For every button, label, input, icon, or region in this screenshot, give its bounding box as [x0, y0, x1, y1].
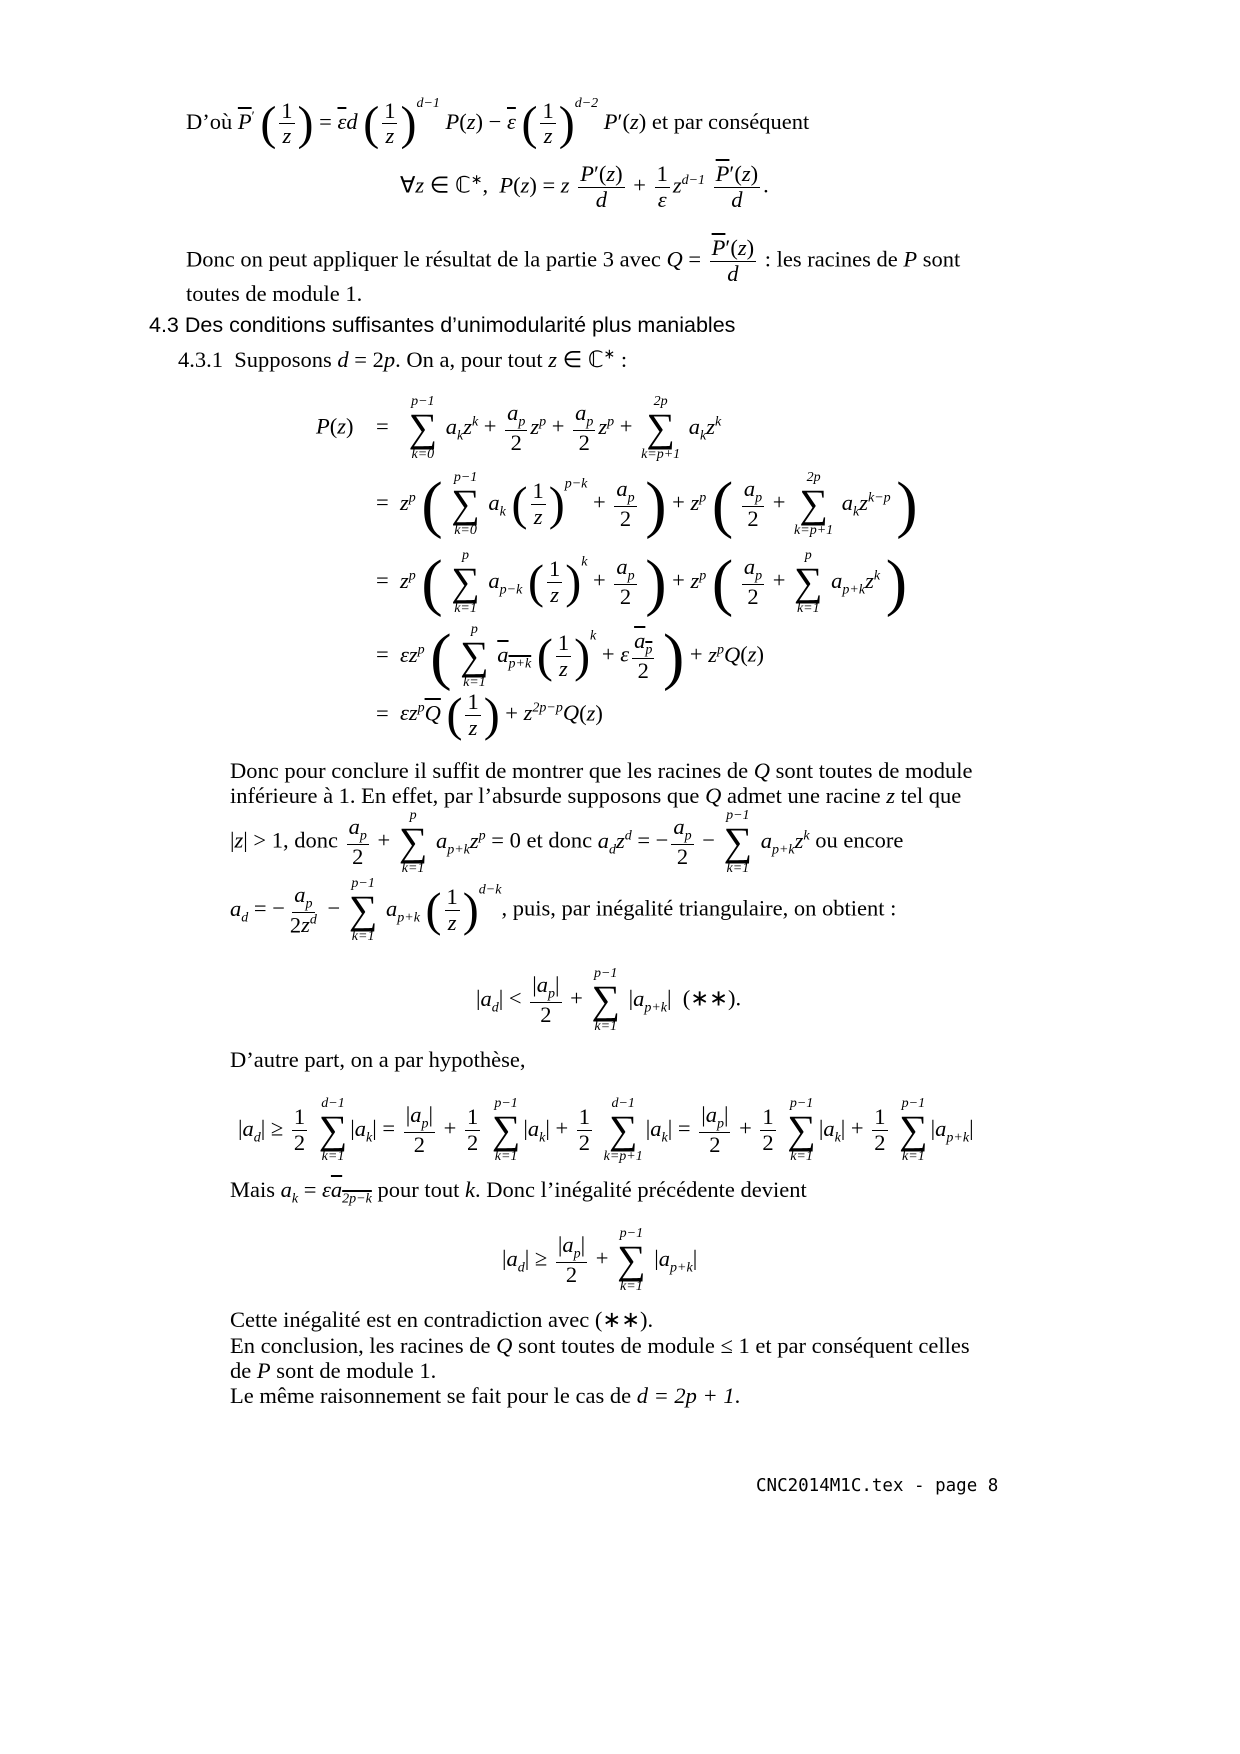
text-dou: D’où [186, 109, 233, 134]
text-toutes-module: toutes de module 1. [186, 281, 363, 306]
text-conclusion-2: de P sont de module 1. [230, 1358, 437, 1383]
eq-row-3: = $z^p$ ( p ∑ k=1 $a_{p-k}$ ( $\frac{1}{z}$ )$^k$ + $\frac{a_p}{2}$ ) + $z^p$ ( $\frac{a_p}{2}$ + p ∑ k=1 $a_{p+k}z^k$ ) [376, 546, 908, 618]
page-footer: CNC2014M1C.tex - page 8 [756, 1476, 999, 1496]
subsection-4-3-1: 4.3.1 Supposons d = 2p. On a, pour tout z ∈ ℂ∗ : [178, 347, 628, 372]
text-contradiction: Cette inégalité est en contradiction avec (∗∗). [230, 1307, 654, 1332]
text-dautre-part: D’autre part, on a par hypothèse, [230, 1047, 526, 1072]
section-heading: 4.3 Des conditions suffisantes d’unimodularité plus maniables [149, 313, 736, 337]
text-ad-expression: $a_d$ = − $\frac{a_p}{2z^d}$ − p−1 ∑ k=1 $a_{p+k}$ ( $\frac{1}{z}$ )$^{d-k}$, puis, par inégalité triangulaire, on obtient : [230, 876, 897, 945]
text-conclusion-1: En conclusion, les racines de Q sont toutes de module ≤ 1 et par conséquent celles [230, 1333, 970, 1358]
text-donc-appliquer: Donc on peut appliquer le résultat de la partie 3 avec Q = $\frac{\overline{P}'(z)}{d}$ : les racines de P sont [186, 235, 961, 286]
text-par-consequent: et par conséquent [651, 109, 810, 134]
eq-row-2: = $z^p$ ( p−1 ∑ k=0 $a_k$ ( $\frac{1}{z}$ )$^{p-k}$ + $\frac{a_p}{2}$ ) + $z^p$ ( $\frac{a_p}{2}$ + 2p ∑ k=p+1 $a_kz^{k-p}$ ) [376, 468, 918, 540]
equation-hypothese: $|a_d|$ ≥ $\frac{1}{2}$ d−1 ∑ k=1 $|a_k|$ = $\frac{|a_p|}{2}$ + $\frac{1}{2}$ p−1 ∑ k=1 $|a_k|$ + $\frac{1}{2}$ d−1 ∑ k=p+1 $|a_k|$ = $\frac{|a_p|}{2}$ + $\frac{1}{2}$ p−1 ∑ k=1 $|a_k|$ + $\frac{1}{2}$ p−1 ∑ k=1 $|a_{p+k}|$ [238, 1096, 974, 1165]
text-conclure-1: Donc pour conclure il suffit de montrer que les racines de Q sont toutes de module [230, 758, 973, 783]
text-line-1: D’où $\overline{P}'$ ( $\frac{1}{z}$ ) = $\overline{\varepsilon}d$ ( $\frac{1}{z}$ )$^{d-1}$ $P(z) - \overline{\varepsilon}$ ( $\frac{1}{z}$ )$^{d-2}$ P′(z) et par conséquent [186, 96, 810, 150]
text-mais: Mais $a_k = \varepsilon a_{2p-k}$ pour tout k. Donc l’inégalité précédente devient [230, 1177, 807, 1207]
equation-resultante: $|a_d|$ ≥ $\frac{|a_p|}{2}$ + p−1 ∑ k=1 $|a_{p+k}|$ [502, 1226, 698, 1295]
eq-row-4: = $\varepsilon z^p$ ( p ∑ k=1 $a_{p+k}$ ( $\frac{1}{z}$ )$^k$ + ε $\frac{a_p}{2}$ ) + $z^pQ(z)$ [376, 620, 765, 692]
text-module-z: |z| > 1, donc $\frac{a_p}{2}$ + p ∑ k=1 $a_{p+k}z^p = 0$ et donc $a_dz^d$ = − $\frac{a_p}{2}$ − p−1 ∑ k=1 $a_{p+k}z^k$ ou encore [230, 808, 904, 877]
eq-row-1: P(z) = p−1 ∑ k=0 $a_kz^k$ + $\frac{a_p}{2}$ $z^p$ + $\frac{a_p}{2}$ $z^p$ + 2p ∑ k=p+1 $a_kz^k$ [316, 394, 722, 463]
text-conclure-2: inférieure à 1. En effet, par l’absurde supposons que Q admet une racine z tel que [230, 783, 962, 808]
equation-star-star: $|a_d|$ < $\frac{|a_p|}{2}$ + p−1 ∑ k=1 $|a_{p+k}|$ (∗∗). [476, 966, 742, 1035]
eq-row-5: = $\varepsilon z^p\overline{Q}$ ( $\frac{1}{z}$ ) + $z^{2p-p}Q(z)$ [376, 688, 603, 742]
equation-forall: ∀z ∈ ℂ∗, P(z) = z $\frac{P'(z)}{d}$ + $\frac{1}{\varepsilon}$ $z^{d-1}$ $\frac{\overline{P}'(z)}{d}$ . [400, 161, 769, 212]
text-meme-raisonnement: Le même raisonnement se fait pour le cas de d = 2p + 1. [230, 1383, 741, 1408]
